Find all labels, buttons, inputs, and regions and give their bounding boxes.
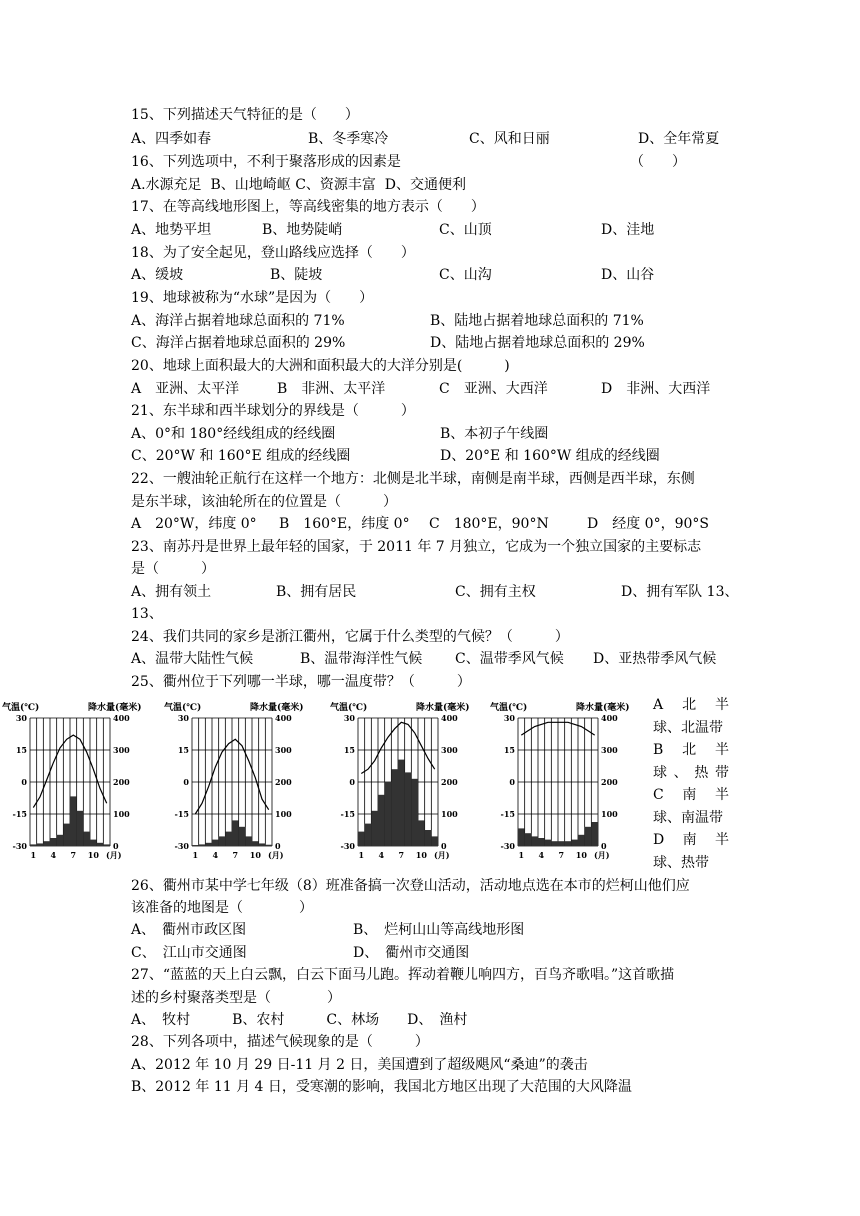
temp-tick-label: -30 bbox=[12, 841, 27, 851]
precip-bar bbox=[578, 835, 585, 846]
climate-chart-d bbox=[488, 698, 638, 868]
temp-tick-label: 15 bbox=[177, 745, 189, 755]
q21-option-a: A、0°和 180°经线组成的经线圈 bbox=[131, 426, 336, 442]
precip-bar bbox=[565, 841, 572, 846]
temp-tick-label: -30 bbox=[174, 841, 189, 851]
precip-axis-title: 降水量(毫米) bbox=[416, 703, 470, 713]
q15-option-c: C、风和日丽 bbox=[469, 131, 550, 147]
precip-bar bbox=[551, 841, 558, 846]
month-tick-label: 10 bbox=[415, 850, 427, 860]
precip-tick-label: 300 bbox=[441, 745, 458, 755]
question-18: 18、为了安全起见，登山路线应选择（ ） bbox=[131, 245, 415, 261]
precip-bar bbox=[545, 840, 552, 846]
q18-option-a: A、缓坡 bbox=[131, 267, 184, 283]
month-tick-label: 7 bbox=[70, 850, 77, 860]
precip-bar bbox=[259, 843, 266, 846]
precip-bar bbox=[63, 824, 70, 846]
precip-bar bbox=[232, 820, 239, 846]
precip-bar bbox=[585, 827, 592, 846]
precip-tick-label: 300 bbox=[275, 745, 292, 755]
q25-option-b-line-1: B 北 半 bbox=[653, 742, 729, 758]
precip-bar bbox=[245, 836, 252, 846]
question-26-line-2: 该准备的地图是（ ） bbox=[131, 900, 313, 916]
q17-option-b: B、地势陡峭 bbox=[262, 222, 343, 238]
climate-chart-c bbox=[328, 698, 478, 868]
climate-chart-b bbox=[162, 698, 312, 868]
q26-option-a: A、 衢州市政区图 bbox=[131, 922, 247, 938]
precip-bar bbox=[225, 832, 232, 846]
q25-option-d-line-2: 球、热带 bbox=[653, 854, 709, 871]
q15-option-d: D、全年常夏 bbox=[638, 131, 720, 147]
q23-option-b: B、拥有居民 bbox=[276, 584, 357, 600]
question-23-line-1: 23、南苏丹是世界上最年轻的国家，于 2011 年 7 月独立，它成为一个独立国家的主要标志 bbox=[131, 539, 702, 555]
q18-option-c: C、山沟 bbox=[439, 267, 492, 283]
precip-tick-label: 300 bbox=[113, 745, 130, 755]
precip-bar bbox=[558, 841, 565, 846]
precip-tick-label: 0 bbox=[601, 841, 607, 851]
precip-tick-label: 0 bbox=[441, 841, 447, 851]
question-15: 15、下列描述天气特征的是（ ） bbox=[131, 107, 359, 123]
temp-tick-label: 0 bbox=[21, 777, 27, 787]
q23-option-d: D、拥有军队 13、 bbox=[621, 584, 739, 600]
precip-tick-label: 100 bbox=[113, 809, 130, 819]
precip-tick-label: 400 bbox=[113, 713, 130, 723]
q17-option-d: D、洼地 bbox=[601, 222, 655, 238]
precip-bar bbox=[57, 835, 64, 846]
precip-bar bbox=[365, 824, 372, 846]
precip-bar bbox=[50, 838, 57, 846]
month-unit-label: (月) bbox=[594, 850, 610, 860]
q25-option-a-line-1: A 北 半 bbox=[653, 697, 729, 713]
question-17: 17、在等高线地形图上，等高线密集的地方表示（ ） bbox=[131, 199, 485, 215]
precip-axis-title: 降水量(毫米) bbox=[576, 703, 630, 713]
q26-option-d: D、 衢州市交通图 bbox=[353, 945, 470, 961]
question-20: 20、地球上面积最大的大洲和面积最大的大洋分别是( ) bbox=[131, 358, 510, 374]
q19-option-a: A、海洋占据着地球总面积的 71% bbox=[131, 313, 345, 329]
q20-option-d: D 非洲、大西洋 bbox=[601, 381, 711, 397]
q25-options bbox=[653, 694, 729, 874]
q15-option-b: B、冬季寒冷 bbox=[308, 131, 389, 147]
question-26-line-1: 26、衢州市某中学七年级（8）班准备搞一次登山活动，活动地点选在本市的烂柯山他们应 bbox=[131, 878, 690, 894]
precip-bar bbox=[252, 841, 259, 846]
month-unit-label: (月) bbox=[106, 850, 122, 860]
month-tick-label: 1 bbox=[358, 850, 365, 860]
q20-option-b: B 非洲、太平洋 bbox=[277, 381, 386, 397]
question-27-line-2: 述的乡村聚落类型是（ ） bbox=[131, 990, 341, 1006]
precip-tick-label: 400 bbox=[601, 713, 618, 723]
month-tick-label: 10 bbox=[249, 850, 261, 860]
month-tick-label: 10 bbox=[87, 850, 99, 860]
q19-option-d: D、陆地占据着地球总面积的 29% bbox=[430, 335, 645, 351]
question-27-line-1: 27、“蓝蓝的天上白云飘，白云下面马儿跑。挥动着鞭儿响四方，百鸟齐歌唱。”这首歌描 bbox=[131, 967, 675, 983]
q20-option-a: A 亚洲、太平洋 bbox=[131, 381, 240, 397]
precip-tick-label: 300 bbox=[601, 745, 618, 755]
month-tick-label: 1 bbox=[518, 850, 525, 860]
month-tick-label: 4 bbox=[538, 850, 545, 860]
precip-tick-label: 100 bbox=[441, 809, 458, 819]
precip-bar bbox=[90, 840, 97, 846]
precip-bar bbox=[385, 782, 392, 846]
precip-bar bbox=[411, 779, 418, 846]
temp-tick-label: -15 bbox=[340, 809, 355, 819]
precip-bar bbox=[371, 811, 378, 846]
q26-option-b: B、 烂柯山山等高线地形图 bbox=[353, 922, 525, 938]
temp-tick-label: 15 bbox=[503, 745, 515, 755]
precip-bar bbox=[518, 828, 525, 846]
precip-bar bbox=[431, 836, 438, 846]
q25-option-c-line-2: 球、南温带 bbox=[653, 809, 723, 826]
question-16: 16、下列选项中，不利于聚落形成的因素是 bbox=[131, 154, 401, 170]
precip-tick-label: 200 bbox=[275, 777, 292, 787]
precip-bar bbox=[405, 772, 412, 846]
month-unit-label: (月) bbox=[434, 850, 450, 860]
q23-option-c: C、拥有主权 bbox=[455, 584, 536, 600]
precip-axis-title: 降水量(毫米) bbox=[250, 703, 304, 713]
q21-option-b: B、本初子午线圈 bbox=[440, 426, 549, 442]
precip-bar bbox=[531, 836, 538, 846]
precip-bar bbox=[97, 843, 104, 846]
precip-bar bbox=[425, 830, 432, 846]
precip-tick-label: 0 bbox=[275, 841, 281, 851]
month-tick-label: 4 bbox=[212, 850, 219, 860]
month-tick-label: 7 bbox=[398, 850, 405, 860]
temp-tick-label: 15 bbox=[15, 745, 27, 755]
precip-tick-label: 200 bbox=[113, 777, 130, 787]
q17-option-a: A、地势平坦 bbox=[131, 222, 212, 238]
q18-option-d: D、山谷 bbox=[601, 267, 655, 283]
temp-axis-title: 气温(℃) bbox=[164, 703, 202, 713]
temp-tick-label: 30 bbox=[503, 713, 515, 723]
precip-bar bbox=[219, 836, 226, 846]
precip-bar bbox=[591, 822, 598, 846]
temp-tick-label: 0 bbox=[509, 777, 515, 787]
precip-tick-label: 400 bbox=[441, 713, 458, 723]
q20-option-c: C 亚洲、大西洋 bbox=[439, 381, 548, 397]
precip-bar bbox=[205, 843, 212, 846]
precip-bar bbox=[192, 845, 199, 846]
q18-option-b: B、陡坡 bbox=[270, 267, 323, 283]
precip-bar bbox=[212, 840, 219, 846]
q19-option-b: B、陆地占据着地球总面积的 71% bbox=[430, 313, 644, 329]
precip-bar bbox=[571, 840, 578, 846]
precip-bar bbox=[70, 796, 77, 846]
month-tick-label: 10 bbox=[575, 850, 587, 860]
q22-option-c: C 180°E，90°N bbox=[429, 516, 549, 532]
q24-option-a: A、温带大陆性气候 bbox=[131, 651, 254, 667]
question-19: 19、地球被称为“水球”是因为（ ） bbox=[131, 290, 374, 306]
q21-option-d: D、20°E 和 160°W 组成的经线圈 bbox=[440, 448, 660, 464]
temp-axis-title: 气温(℃) bbox=[2, 703, 40, 713]
question-23-line-2: 是（ ） bbox=[131, 561, 215, 577]
temp-tick-label: -15 bbox=[500, 809, 515, 819]
temp-tick-label: -30 bbox=[340, 841, 355, 851]
q24-option-d: D、亚热带季风气候 bbox=[593, 651, 717, 667]
question-24: 24、我们共同的家乡是浙江衢州，它属于什么类型的气候？（ ） bbox=[131, 629, 569, 645]
precip-tick-label: 200 bbox=[441, 777, 458, 787]
precip-bar bbox=[265, 845, 272, 846]
precip-bar bbox=[391, 769, 398, 846]
q22-option-a: A 20°W，纬度 0° bbox=[131, 516, 257, 532]
precip-axis-title: 降水量(毫米) bbox=[88, 703, 142, 713]
climate-chart-a bbox=[0, 698, 150, 868]
q25-option-d-line-1: D 南 半 bbox=[653, 832, 729, 848]
temp-axis-title: 气温(℃) bbox=[490, 703, 528, 713]
q28-option-a: A、2012 年 10 月 29 日-11 月 2 日，美国遭到了超级飓风“桑迪”的袭击 bbox=[131, 1057, 588, 1073]
temp-tick-label: 30 bbox=[177, 713, 189, 723]
precip-bar bbox=[358, 832, 365, 846]
temp-tick-label: 30 bbox=[15, 713, 27, 723]
month-tick-label: 7 bbox=[558, 850, 565, 860]
precip-bar bbox=[37, 843, 44, 846]
month-tick-label: 7 bbox=[232, 850, 239, 860]
precip-bar bbox=[378, 795, 385, 846]
q23-option-a: A、拥有领土 bbox=[131, 584, 212, 600]
precip-bar bbox=[43, 841, 50, 846]
temp-axis-title: 气温(℃) bbox=[330, 703, 368, 713]
q27-options: A、 牧村 B、农村 C、林场 D、 渔村 bbox=[131, 1012, 468, 1028]
q21-option-c: C、20°W 和 160°E 组成的经线圈 bbox=[131, 448, 351, 464]
q22-option-d: D 经度 0°，90°S bbox=[587, 516, 709, 532]
precip-tick-label: 0 bbox=[113, 841, 119, 851]
precip-bar bbox=[239, 827, 246, 846]
q26-option-c: C、 江山市交通图 bbox=[131, 945, 247, 961]
q17-option-c: C、山顶 bbox=[439, 222, 492, 238]
q25-option-c-line-1: C 南 半 bbox=[653, 787, 729, 803]
question-22-line-1: 22、一艘油轮正航行在这样一个地方：北侧是北半球，南侧是南半球，西侧是西半球，东侧 bbox=[131, 471, 695, 487]
precip-tick-label: 100 bbox=[601, 809, 618, 819]
precip-bar bbox=[30, 844, 37, 846]
precip-tick-label: 100 bbox=[275, 809, 292, 819]
temp-tick-label: -15 bbox=[174, 809, 189, 819]
q23-trailing-text: 13、 bbox=[131, 606, 163, 622]
q15-option-a: A、四季如春 bbox=[131, 131, 212, 147]
precip-bar bbox=[103, 844, 110, 846]
temp-tick-label: 0 bbox=[349, 777, 355, 787]
precip-bar bbox=[525, 833, 532, 846]
q24-option-c: C、温带季风气候 bbox=[455, 651, 564, 667]
month-unit-label: (月) bbox=[268, 850, 284, 860]
month-tick-label: 1 bbox=[192, 850, 199, 860]
precip-bar bbox=[398, 760, 405, 846]
q28-option-b: B、2012 年 11 月 4 日，受寒潮的影响，我国北方地区出现了大范围的大风降温 bbox=[131, 1079, 632, 1095]
temp-tick-label: -30 bbox=[500, 841, 515, 851]
month-tick-label: 4 bbox=[378, 850, 385, 860]
question-28: 28、下列各项中，描述气候现象的是（ ） bbox=[131, 1034, 429, 1050]
q16-answer-paren: （ ） bbox=[630, 154, 686, 170]
question-21: 21、东半球和西半球划分的界线是（ ） bbox=[131, 403, 415, 419]
q22-option-b: B 160°E，纬度 0° bbox=[279, 516, 410, 532]
month-tick-label: 4 bbox=[50, 850, 57, 860]
precip-tick-label: 200 bbox=[601, 777, 618, 787]
temp-tick-label: 15 bbox=[343, 745, 355, 755]
question-25: 25、衢州位于下列哪一半球，哪一温度带？（ ） bbox=[131, 674, 471, 690]
precip-bar bbox=[83, 832, 90, 846]
q16-options: A.水源充足 B、山地崎岖 C、资源丰富 D、交通便利 bbox=[131, 177, 467, 193]
month-tick-label: 1 bbox=[30, 850, 37, 860]
precip-bar bbox=[199, 844, 206, 846]
precip-bar bbox=[77, 811, 84, 846]
precip-bar bbox=[538, 838, 545, 846]
q24-option-b: B、温带海洋性气候 bbox=[300, 651, 423, 667]
q25-option-a-line-2: 球、北温带 bbox=[653, 719, 723, 736]
precip-bar bbox=[418, 820, 425, 846]
q25-option-b-line-2: 球 、 热 带 bbox=[653, 764, 729, 781]
temp-tick-label: 0 bbox=[183, 777, 189, 787]
q19-option-c: C、海洋占据着地球总面积的 29% bbox=[131, 335, 346, 351]
temp-tick-label: 30 bbox=[343, 713, 355, 723]
temp-tick-label: -15 bbox=[12, 809, 27, 819]
question-22-line-2: 是东半球，该油轮所在的位置是（ ） bbox=[131, 494, 397, 510]
precip-tick-label: 400 bbox=[275, 713, 292, 723]
